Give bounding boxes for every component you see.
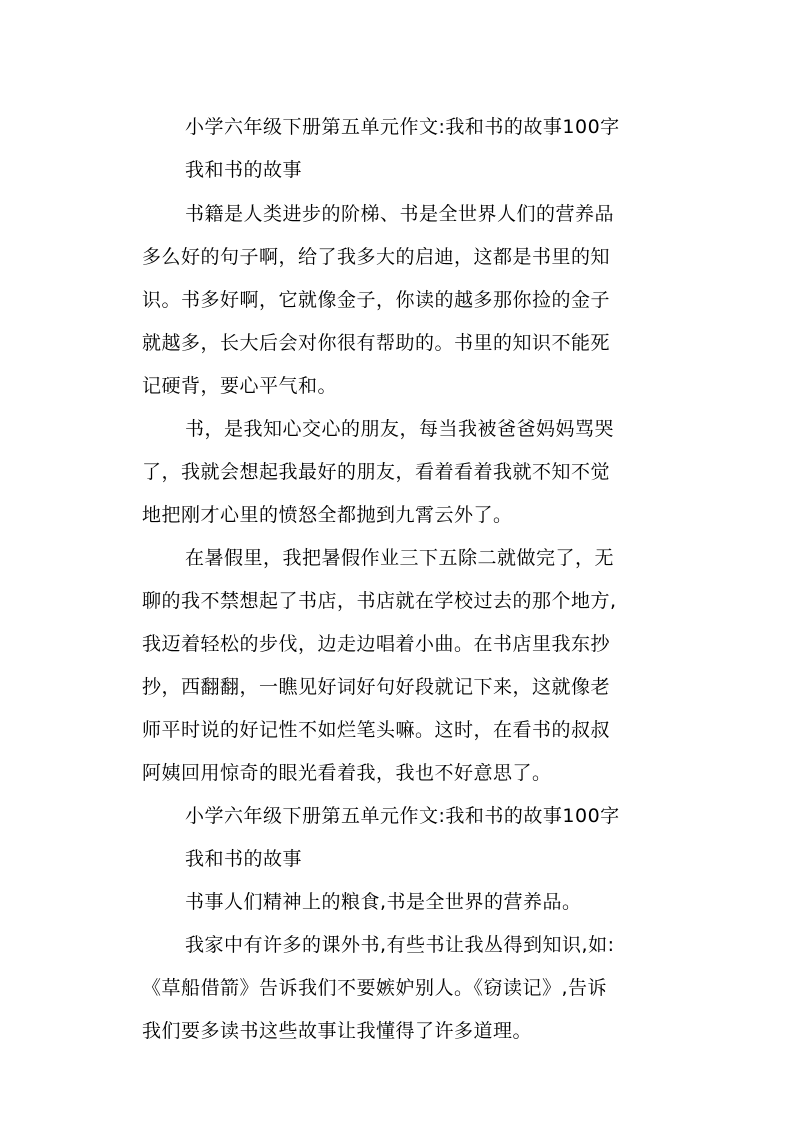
paragraph-line: 我迈着轻松的步伐，边走边唱着小曲。在书店里我东抄 <box>142 633 611 655</box>
essay-title-2: 小学六年级下册第五单元作文:我和书的故事100字 <box>185 805 620 827</box>
paragraph-line: 在暑假里，我把暑假作业三下五除二就做完了，无 <box>185 547 615 569</box>
paragraph-line: 书，是我知心交心的朋友，每当我被爸爸妈妈骂哭 <box>185 418 615 440</box>
essay-subtitle-1: 我和书的故事 <box>185 159 303 181</box>
paragraph-line: 地把刚才心里的愤怒全都抛到九霄云外了。 <box>142 504 513 526</box>
paragraph-line: 了，我就会想起我最好的朋友，看着看着我就不知不觉 <box>142 461 611 483</box>
paragraph-line: 《草船借箭》告诉我们不要嫉妒别人。《窃读记》,告诉 <box>142 977 608 999</box>
paragraph-line: 聊的我不禁想起了书店，书店就在学校过去的那个地方, <box>142 590 617 612</box>
paragraph-line: 书事人们精神上的粮食,书是全世界的营养品。 <box>185 891 582 913</box>
essay-subtitle-2: 我和书的故事 <box>185 848 303 870</box>
paragraph-line: 识。书多好啊，它就像金子，你读的越多那你捡的金子 <box>142 289 611 311</box>
paragraph-line: 我们要多读书这些故事让我懂得了许多道理。 <box>142 1020 533 1042</box>
paragraph-line: 我家中有许多的课外书,有些书让我丛得到知识,如: <box>185 934 615 956</box>
paragraph-line: 多么好的句子啊，给了我多大的启迪，这都是书里的知 <box>142 246 611 268</box>
paragraph-line: 抄，西翻翻，一瞧见好词好句好段就记下来，这就像老 <box>142 676 611 698</box>
paragraph-line: 阿姨回用惊奇的眼光看着我，我也不好意思了。 <box>142 762 552 784</box>
essay-title-1: 小学六年级下册第五单元作文:我和书的故事100字 <box>185 116 620 138</box>
paragraph-line: 记硬背，要心平气和。 <box>142 375 338 397</box>
paragraph-line: 师平时说的好记性不如烂笔头嘛。这时，在看书的叔叔 <box>142 719 611 741</box>
paragraph-line: 书籍是人类进步的阶梯、书是全世界人们的营养品 <box>185 203 615 225</box>
paragraph-line: 就越多，长大后会对你很有帮助的。书里的知识不能死 <box>142 332 611 354</box>
